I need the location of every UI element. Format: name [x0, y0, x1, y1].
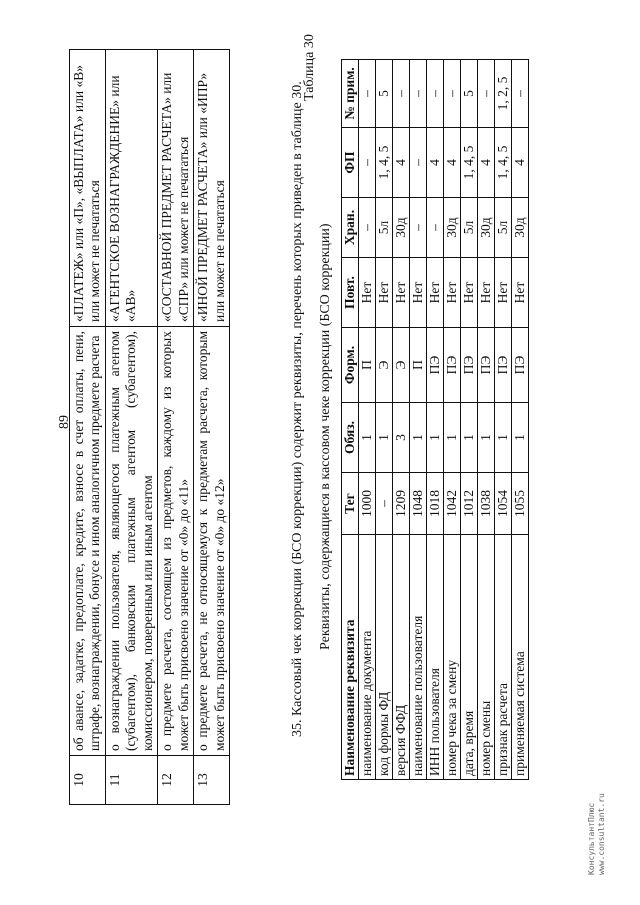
table-cell: – [410, 60, 427, 128]
table-cell: 4 [512, 128, 529, 198]
table-cell: Нет [410, 258, 427, 328]
table-cell: 1 [478, 403, 495, 473]
table-cell: 1209 [393, 473, 410, 535]
column-header: Обяз. [342, 403, 359, 473]
table-cell: 1042 [444, 473, 461, 535]
row-number: 10 [70, 756, 106, 805]
table-cell: Э [376, 328, 393, 403]
table-cell: 5л [495, 198, 512, 258]
requisite-name-cell: применяемая система [512, 535, 529, 780]
row-print-value: «ИНОЙ ПРЕДМЕТ РАСЧЕТА» или «ИПР» или может не печататься [194, 50, 230, 327]
table-cell: ПЭ [427, 328, 444, 403]
table-cell: 4 [427, 128, 444, 198]
table-cell: 1, 4, 5 [376, 128, 393, 198]
column-header: Повт. [342, 258, 359, 328]
table-cell: Нет [376, 258, 393, 328]
table-cell: Нет [444, 258, 461, 328]
table-row [512, 60, 529, 780]
table-cell: 5 [461, 60, 478, 128]
row-print-value: «СОСТАВНОЙ ПРЕДМЕТ РАСЧЕТА» или «СПР» или может не печататься [158, 50, 194, 327]
table-cell: Нет [359, 258, 376, 328]
requisite-name-cell: номер смены [478, 535, 495, 780]
table-row [70, 50, 106, 805]
table-row [410, 60, 427, 780]
table-cell: 30д [393, 198, 410, 258]
row-print-value: «АГЕНТСКОЕ ВОЗНАГРАЖДЕНИЕ» или «АВ» [105, 50, 157, 327]
payment-subject-table [69, 49, 230, 805]
row-number: 13 [194, 756, 230, 805]
row-number: 12 [158, 756, 194, 805]
table-cell: 1 [427, 403, 444, 473]
table-cell: Нет [393, 258, 410, 328]
table-cell: – [410, 198, 427, 258]
requisite-name-cell: код формы ФД [376, 535, 393, 780]
requisite-name-cell: наименование пользователя [410, 535, 427, 780]
table-cell: 4 [478, 128, 495, 198]
row-description: о предмете расчета, состоящем из предметов, каждому из которых может быть присвоено значение от «0» до «11» [158, 327, 194, 756]
requisite-name-cell: дата, время [461, 535, 478, 780]
table-cell: П [359, 328, 376, 403]
table-cell: – [478, 60, 495, 128]
column-header: Наименование реквизита [342, 535, 359, 780]
stamp-line: www.consultant.ru [596, 793, 606, 875]
page-number: 89 [57, 415, 72, 429]
stamp-line: КонсультантПлюс [587, 802, 596, 875]
column-header: Тег [342, 473, 359, 535]
table-row [495, 60, 512, 780]
table-cell: 30д [444, 198, 461, 258]
table-cell: – [359, 60, 376, 128]
table-cell: ПЭ [512, 328, 529, 403]
table-cell: П [410, 328, 427, 403]
table-cell: 4 [393, 128, 410, 198]
table-cell: 1 [495, 403, 512, 473]
table-cell: 1, 4, 5 [495, 128, 512, 198]
table-cell: 1018 [427, 473, 444, 535]
table-cell: – [427, 60, 444, 128]
table-cell: 1048 [410, 473, 427, 535]
table-number: Таблица 30 [302, 34, 317, 101]
table-cell: – [444, 60, 461, 128]
table-cell: 5 [376, 60, 393, 128]
table-caption: Реквизиты, содержащиеся в кассовом чеке коррекции (БСО коррекции) [318, 223, 333, 650]
table-cell: 1 [444, 403, 461, 473]
table-cell: – [376, 473, 393, 535]
table-row [194, 50, 230, 805]
table-cell: – [359, 198, 376, 258]
table-cell: 4 [444, 128, 461, 198]
requisite-name-cell: наименование документа [359, 535, 376, 780]
table-cell: 1038 [478, 473, 495, 535]
row-description: о вознаграждении пользователя, являющегося платежным агентом (субагентом), банковским платежным агентом (субагентом), комиссионером, поверенным или иным агентом [105, 327, 157, 756]
column-header: ФП [342, 128, 359, 198]
table-cell: 1 [410, 403, 427, 473]
table-cell: 5л [461, 198, 478, 258]
table-row [105, 50, 157, 805]
table-cell: ПЭ [495, 328, 512, 403]
table-row [393, 60, 410, 780]
correction-receipt-table [341, 59, 529, 780]
requisite-name-cell: номер чека за смену [444, 535, 461, 780]
table-cell: – [393, 60, 410, 128]
table-cell: Э [393, 328, 410, 403]
table-cell: 3 [393, 403, 410, 473]
table-row [444, 60, 461, 780]
table-cell: – [410, 128, 427, 198]
table-cell: 1054 [495, 473, 512, 535]
table-cell: ПЭ [461, 328, 478, 403]
table-cell: – [512, 60, 529, 128]
watermark-stamp [587, 793, 606, 875]
table-cell: 1 [359, 403, 376, 473]
table-cell: 1 [512, 403, 529, 473]
table-cell: – [359, 128, 376, 198]
table-cell: Нет [495, 258, 512, 328]
table-cell: Нет [427, 258, 444, 328]
table-cell: Нет [478, 258, 495, 328]
table-row [376, 60, 393, 780]
table-cell: 1012 [461, 473, 478, 535]
row-print-value: «ПЛАТЕЖ» или «П», «ВЫПЛАТА» или «В» или может не печататься [70, 50, 106, 327]
column-header: № прим. [342, 60, 359, 128]
row-number: 11 [105, 756, 157, 805]
table-cell: Нет [461, 258, 478, 328]
table-cell: 1055 [512, 473, 529, 535]
table-row [461, 60, 478, 780]
table-cell: 30д [478, 198, 495, 258]
column-header: Форм. [342, 328, 359, 403]
requisite-name-cell: ИНН пользователя [427, 535, 444, 780]
section-35-text: 35. Кассовый чек коррекции (БСО коррекции) содержит реквизиты, перечень которых приведен в таблице 30. [290, 81, 305, 737]
table-cell: ПЭ [444, 328, 461, 403]
requisite-name-cell: версия ФФД [393, 535, 410, 780]
table-cell: Нет [512, 258, 529, 328]
table-header-row [342, 60, 359, 780]
table-row [359, 60, 376, 780]
table-cell: 1000 [359, 473, 376, 535]
table-row [158, 50, 194, 805]
requisite-name-cell: признак расчета [495, 535, 512, 780]
table-cell: 1 [461, 403, 478, 473]
table-row [427, 60, 444, 780]
row-description: о предмете расчета, не относящемуся к предметам расчета, которым может быть присвоено значение от «0» до «12» [194, 327, 230, 756]
table-cell: 1, 2, 5 [495, 60, 512, 128]
column-header: Хран. [342, 198, 359, 258]
table-cell: 1 [376, 403, 393, 473]
row-description: об авансе, задатке, предоплате, кредите, взносе в счет оплаты, пени, штрафе, вознаграждении, бонусе и ином аналогичном предмете расчета [70, 327, 106, 756]
table-cell: 1, 4, 5 [461, 128, 478, 198]
table-cell: 30д [512, 198, 529, 258]
table-cell: – [427, 198, 444, 258]
table-cell: ПЭ [478, 328, 495, 403]
table-cell: 5л [376, 198, 393, 258]
table-row [478, 60, 495, 780]
